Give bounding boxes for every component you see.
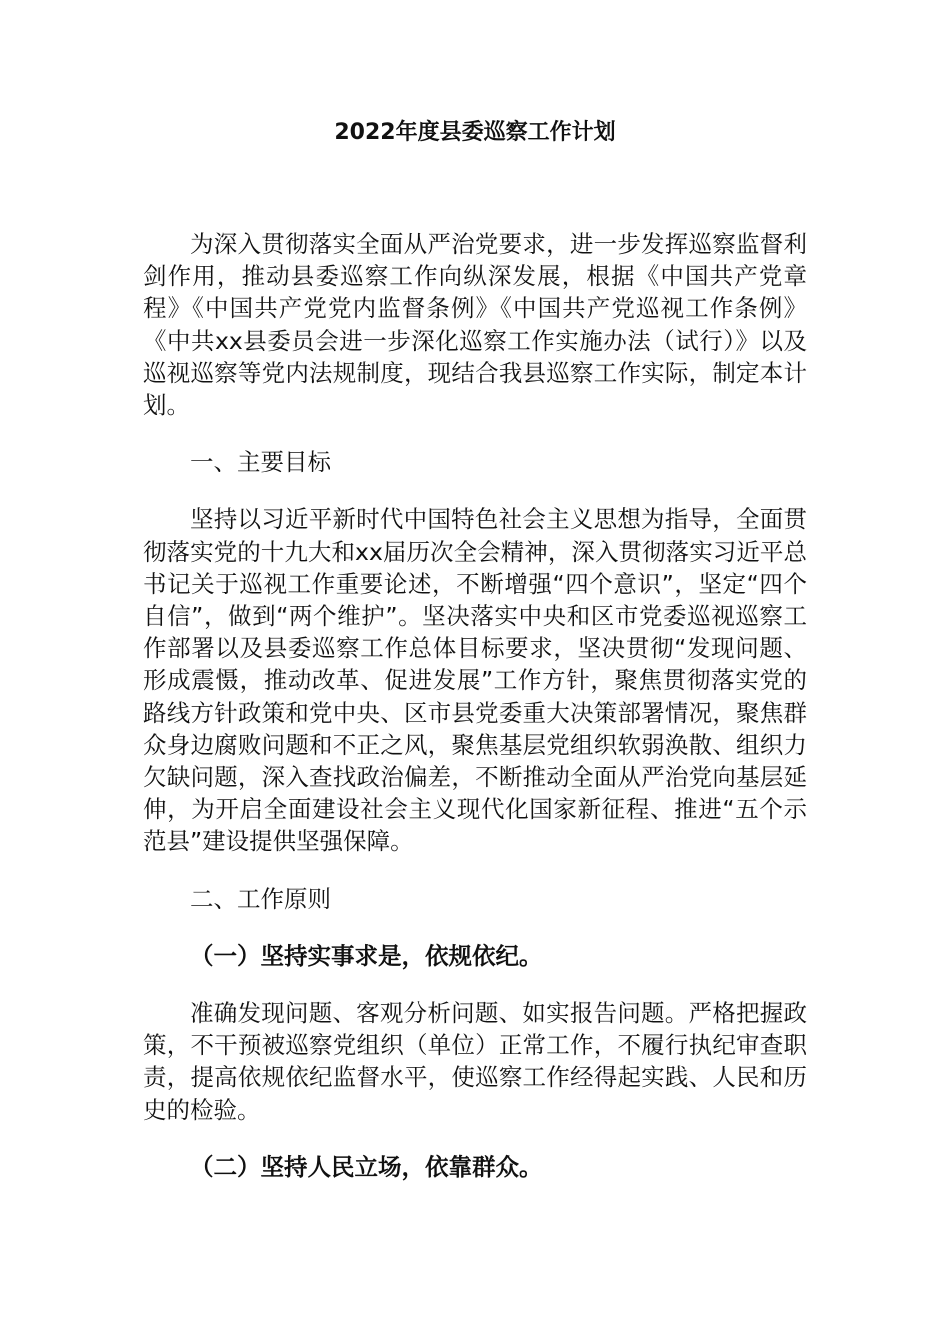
- principle-1-paragraph: 准确发现问题、客观分析问题、如实报告问题。严格把握政策，不干预被巡察党组织（单位）正常工作，不履行执纪审查职责，提高依规依纪监督水平，使巡察工作经得起实践、人民和历史的检验。: [143, 999, 807, 1124]
- document-title: 2022年度县委巡察工作计划: [334, 120, 616, 145]
- intro-paragraph: 为深入贯彻落实全面从严治党要求，进一步发挥巡察监督利剑作用，推动县委巡察工作向纵深发展，根据《中国共产党章程》《中国共产党党内监督条例》《中国共产党巡视工作条例》《中共xx县委员会进一步深化巡察工作实施办法（试行）》以及巡视巡察等党内法规制度，现结合我县巡察工作实际，制定本计划。: [143, 230, 807, 420]
- subheading-principle-1: （一）坚持实事求是，依规依纪。: [190, 941, 543, 970]
- document-body: [143, 228, 807, 1208]
- section-heading-work-principles: 二、工作原则: [190, 884, 331, 913]
- goals-paragraph: 坚持以习近平新时代中国特色社会主义思想为指导，全面贯彻落实党的十九大和xx届历次全会精神，深入贯彻落实习近平总书记关于巡视工作重要论述，不断增强“四个意识”，坚定“四个自信”，做到“两个维护”。坚决落实中央和区市党委巡视巡察工作部署以及县委巡察工作总体目标要求，坚决贯彻“发现问题、形成震慑，推动改革、促进发展”工作方针，聚焦贯彻落实党的路线方针政策和党中央、区市县党委重大决策部署情况，聚焦群众身边腐败问题和不正之风，聚焦基层党组织软弱涣散、组织力欠缺问题，深入查找政治偏差，不断推动全面从严治党向基层延伸，为开启全面建设社会主义现代化国家新征程、推进“五个示范县”建设提供坚强保障。: [143, 505, 807, 856]
- subheading-principle-2: （二）坚持人民立场，依靠群众。: [190, 1152, 543, 1181]
- section-heading-main-goals: 一、主要目标: [190, 448, 331, 477]
